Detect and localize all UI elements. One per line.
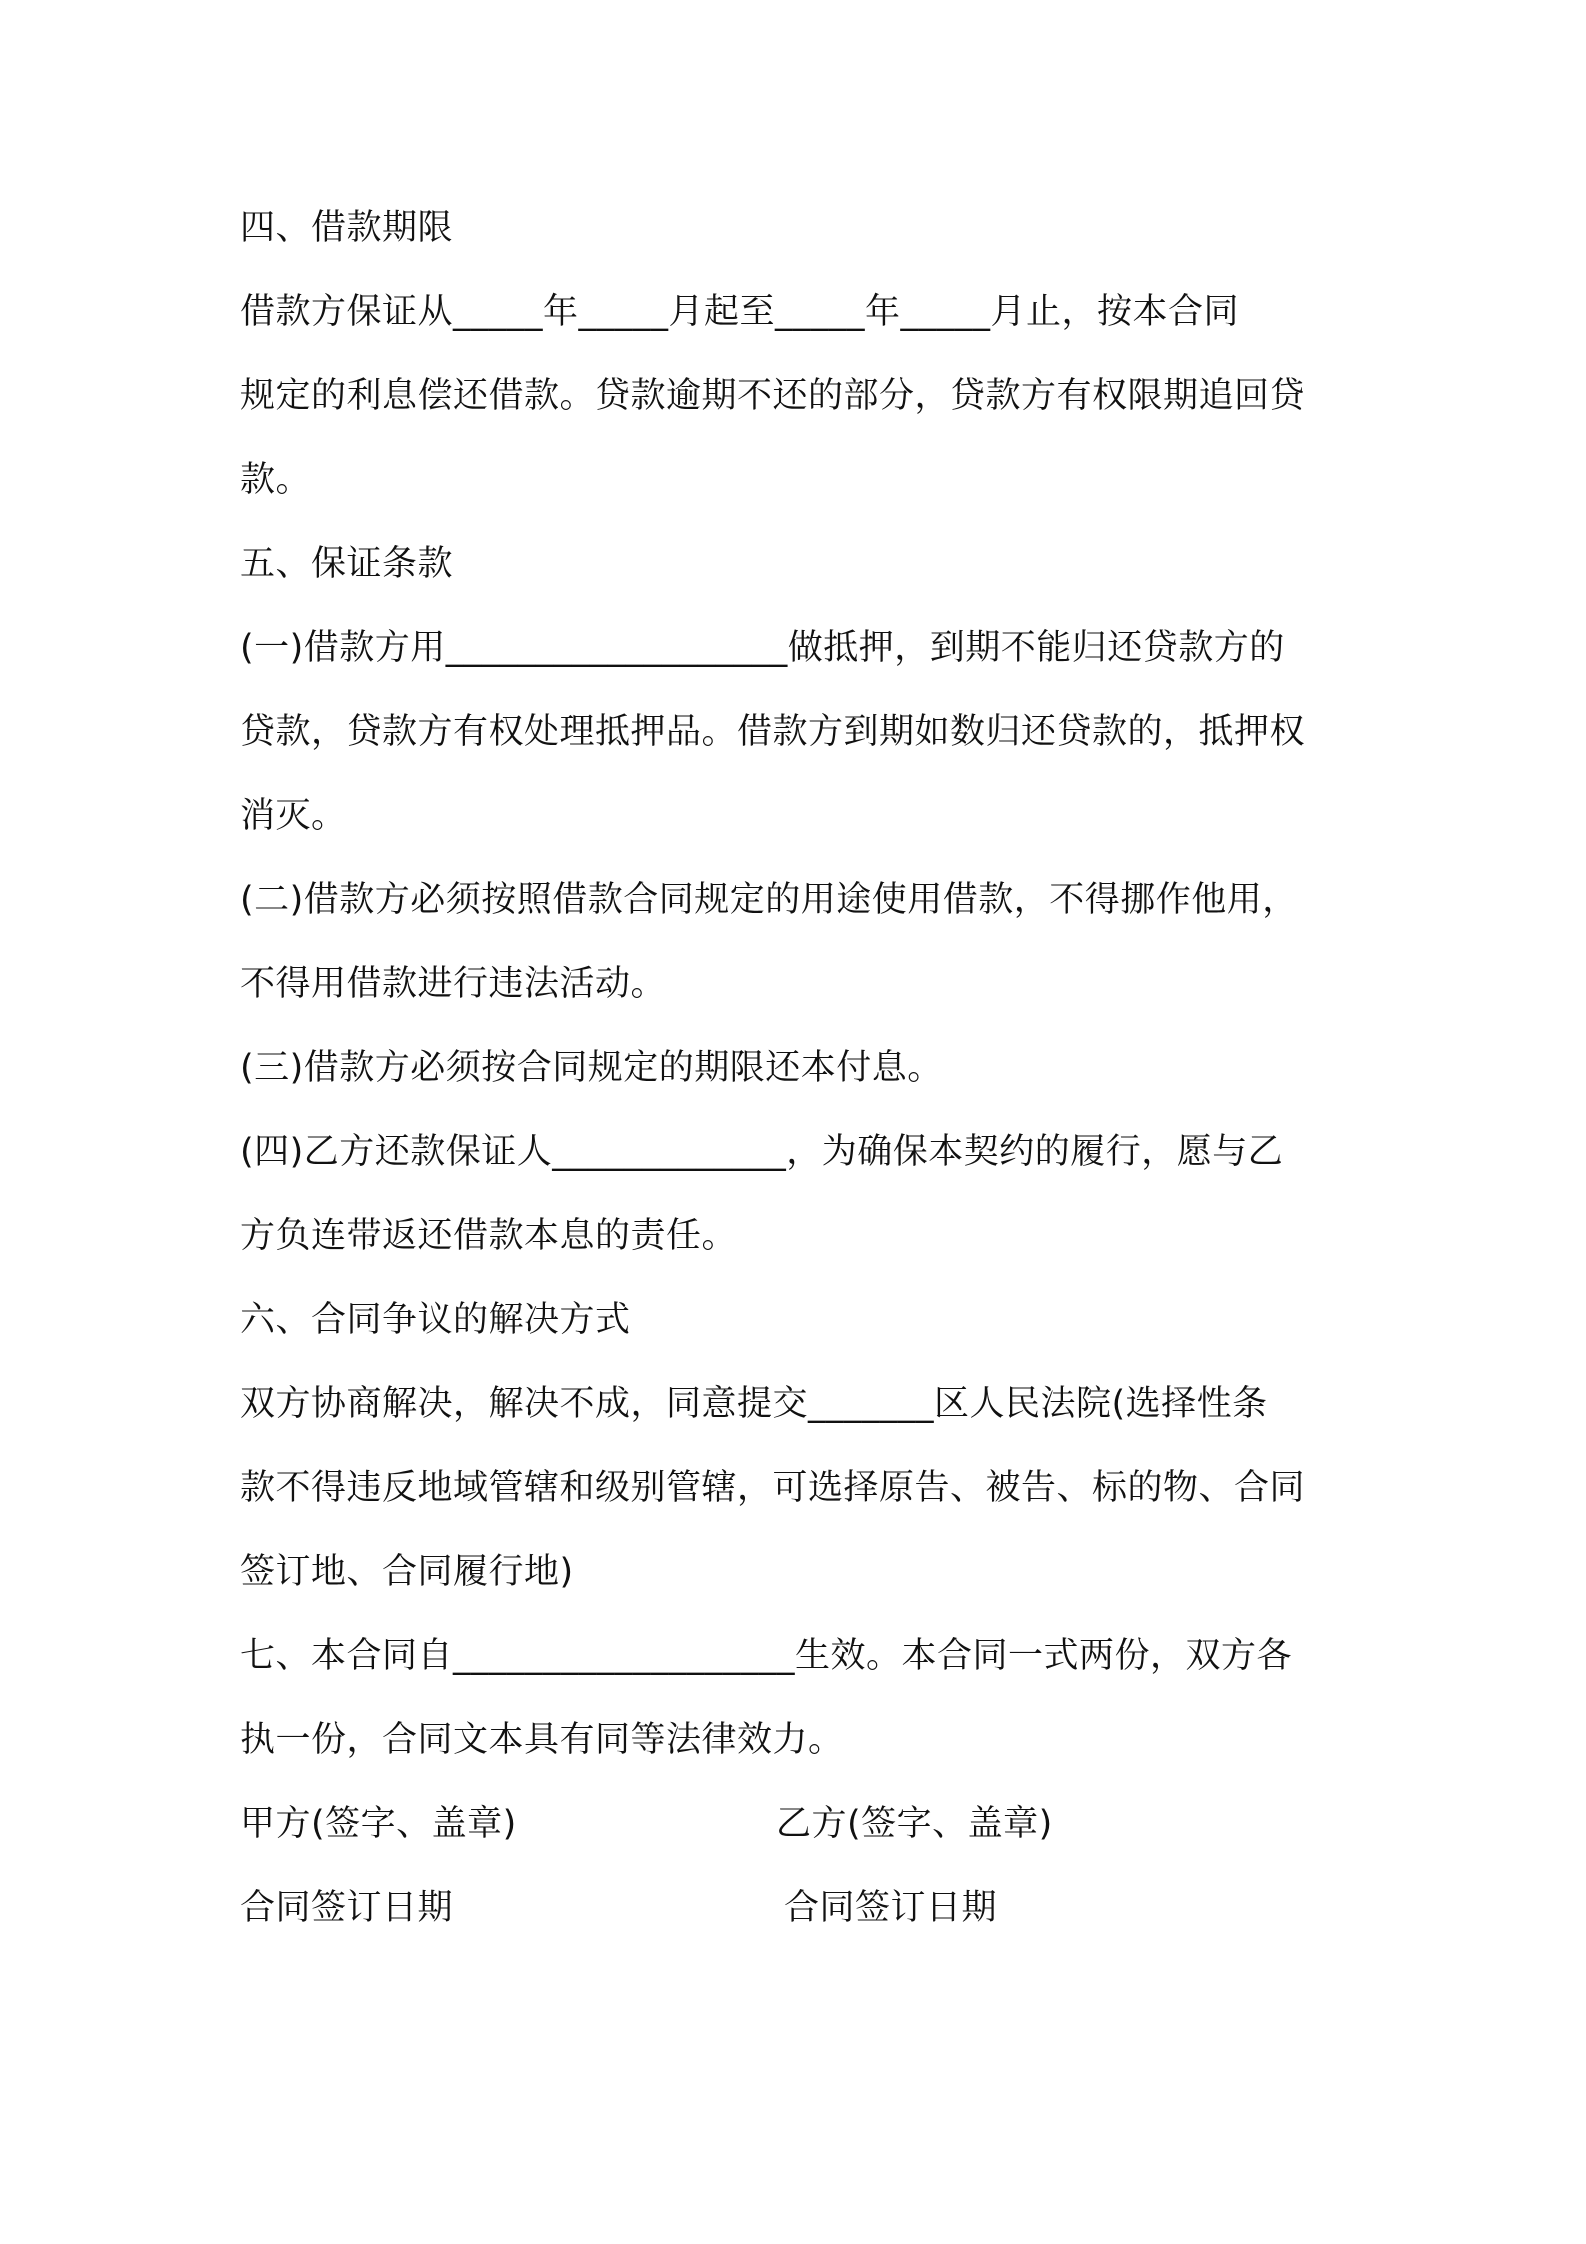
paragraph-line: 借款方保证从_____年_____月起至_____年_____月止，按本合同 [240, 292, 1240, 332]
paragraph-line: 双方协商解决，解决不成，同意提交_______区人民法院(选择性条 [240, 1384, 1268, 1424]
party-a-date-label: 合同签订日期 [240, 1888, 454, 1928]
paragraph-line: 签订地、合同履行地) [240, 1552, 574, 1592]
paragraph-line: 消灭。 [240, 796, 347, 836]
paragraph-line: (一)借款方用___________________做抵押，到期不能归还贷款方的 [240, 628, 1285, 668]
paragraph-line: 七、本合同自___________________生效。本合同一式两份，双方各 [240, 1636, 1293, 1676]
section-heading-guarantee: 五、保证条款 [240, 544, 454, 584]
party-b-signature-label: 乙方(签字、盖章) [776, 1804, 1053, 1844]
paragraph-line: 不得用借款进行违法活动。 [240, 964, 667, 1004]
party-b-date-label: 合同签订日期 [784, 1888, 998, 1928]
paragraph-line: 规定的利息偿还借款。贷款逾期不还的部分，贷款方有权限期追回贷 [240, 376, 1306, 416]
paragraph-line: 贷款，贷款方有权处理抵押品。借款方到期如数归还贷款的，抵押权 [240, 712, 1306, 752]
paragraph-line: 款。 [240, 460, 312, 500]
paragraph-line: 方负连带返还借款本息的责任。 [240, 1216, 738, 1256]
section-heading-dispute: 六、合同争议的解决方式 [240, 1300, 631, 1340]
paragraph-line: (三)借款方必须按合同规定的期限还本付息。 [240, 1048, 943, 1088]
party-a-signature-label: 甲方(签字、盖章) [240, 1804, 517, 1844]
paragraph-line: (四)乙方还款保证人_____________，为确保本契约的履行，愿与乙 [240, 1132, 1284, 1172]
paragraph-line: 执一份，合同文本具有同等法律效力。 [240, 1720, 844, 1760]
paragraph-line: 款不得违反地域管辖和级别管辖，可选择原告、被告、标的物、合同 [240, 1468, 1306, 1508]
paragraph-line: (二)借款方必须按照借款合同规定的用途使用借款，不得挪作他用， [240, 880, 1298, 920]
section-heading-loan-term: 四、借款期限 [240, 208, 454, 248]
